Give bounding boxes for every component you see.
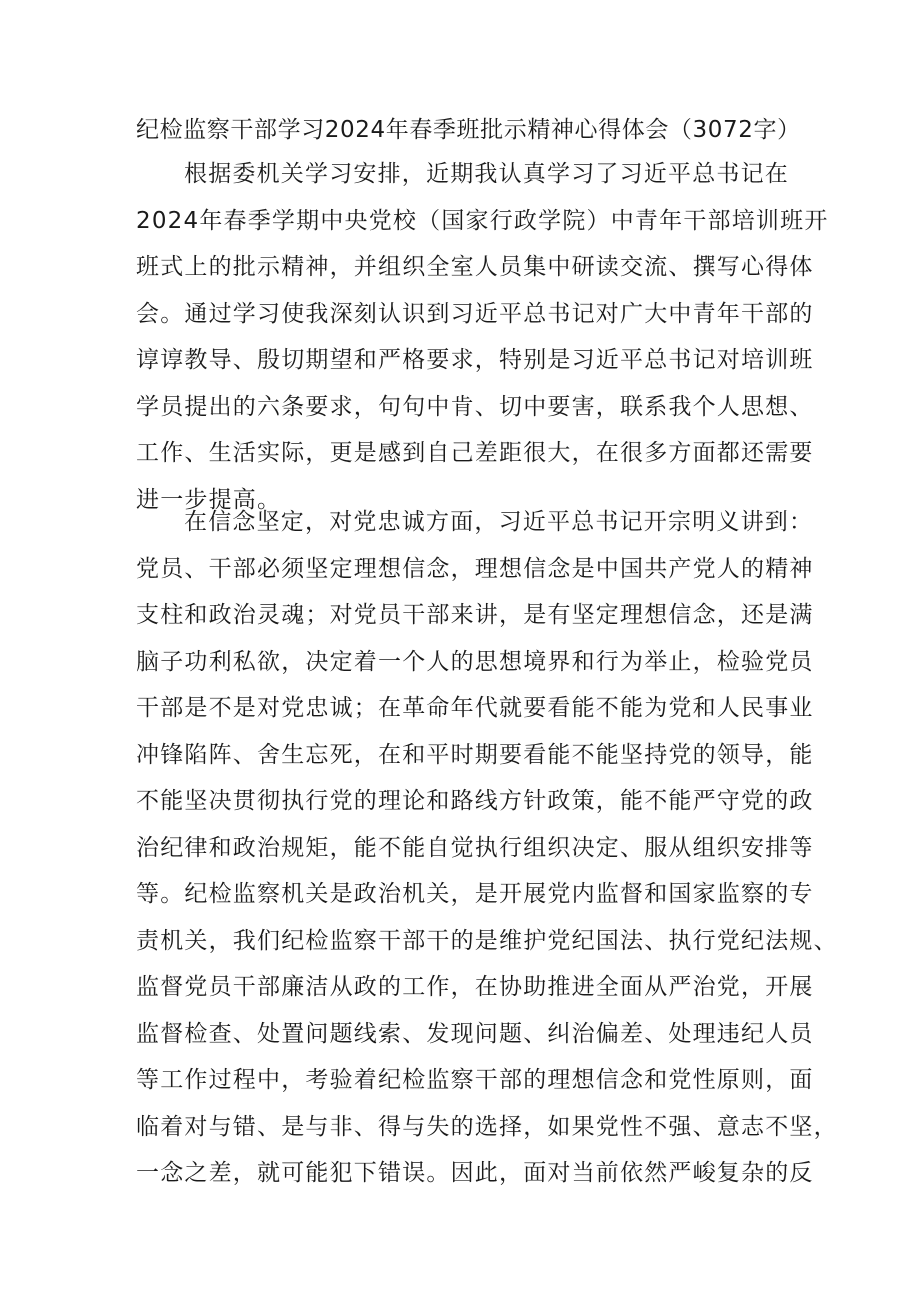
text-line: 脑子功利私欲，决定着一个人的思想境界和行为举止，检验党员: [136, 648, 814, 675]
text-line: 党员、干部必须坚定理想信念，理想信念是中国共产党人的精神: [136, 555, 814, 582]
text-line: 班式上的批示精神，并组织全室人员集中研读交流、撰写心得体: [136, 254, 814, 280]
text-line: 学员提出的六条要求，句句中肯、切中要害，联系我个人思想、: [136, 393, 814, 420]
document-title: 纪检监察干部学习2024年春季班批示精神心得体会（3072字）: [136, 117, 801, 143]
text-line: 不能坚决贯彻执行党的理论和路线方针政策，能不能严守党的政: [136, 788, 814, 814]
text-line: 工作、生活实际，更是感到自己差距很大，在很多方面都还需要: [136, 440, 814, 466]
paragraph-1: [136, 156, 829, 528]
text-line: 等。纪检监察机关是政治机关，是开展党内监督和国家监察的专: [136, 881, 814, 907]
text-line: 临着对与错、是与非、得与失的选择，如果党性不强、意志不坚，: [136, 1113, 838, 1140]
text-line: 进一步提高。: [136, 486, 282, 513]
text-line: 根据委机关学习安排，近期我认真学习了习近平总书记在: [184, 161, 789, 187]
text-line: 冲锋陷阵、舍生忘死，在和平时期要看能不能坚持党的领导，能: [136, 741, 814, 768]
text-line: 会。通过学习使我深刻认识到习近平总书记对广大中青年干部的: [136, 300, 814, 327]
text-line: 责机关，我们纪检监察干部干的是维护党纪国法、执行党纪法规、: [136, 927, 838, 954]
text-line: 治纪律和政治规矩，能不能自觉执行组织决定、服从组织安排等: [136, 834, 814, 861]
text-line: 监督党员干部廉洁从政的工作，在协助推进全面从严治党，开展: [136, 974, 814, 1000]
text-line: 监督检查、处置问题线索、发现问题、纠治偏差、处理违纪人员: [136, 1020, 814, 1047]
text-line: 在信念坚定，对党忠诚方面，习近平总书记开宗明义讲到：: [184, 509, 814, 535]
text-line: 一念之差，就可能犯下错误。因此，面对当前依然严峻复杂的反: [136, 1160, 814, 1186]
text-line: 谆谆教导、殷切期望和严格要求，特别是习近平总书记对培训班: [136, 347, 814, 373]
text-line: 2024年春季学期中央党校（国家行政学院）中青年干部培训班开: [136, 207, 829, 234]
text-line: 等工作过程中，考验着纪检监察干部的理想信念和党性原则，面: [136, 1067, 814, 1093]
paragraph-2: [136, 504, 838, 1202]
text-line: 干部是不是对党忠诚；在革命年代就要看能不能为党和人民事业: [136, 695, 814, 721]
text-line: 支柱和政治灵魂；对党员干部来讲，是有坚定理想信念，还是满: [136, 602, 814, 628]
